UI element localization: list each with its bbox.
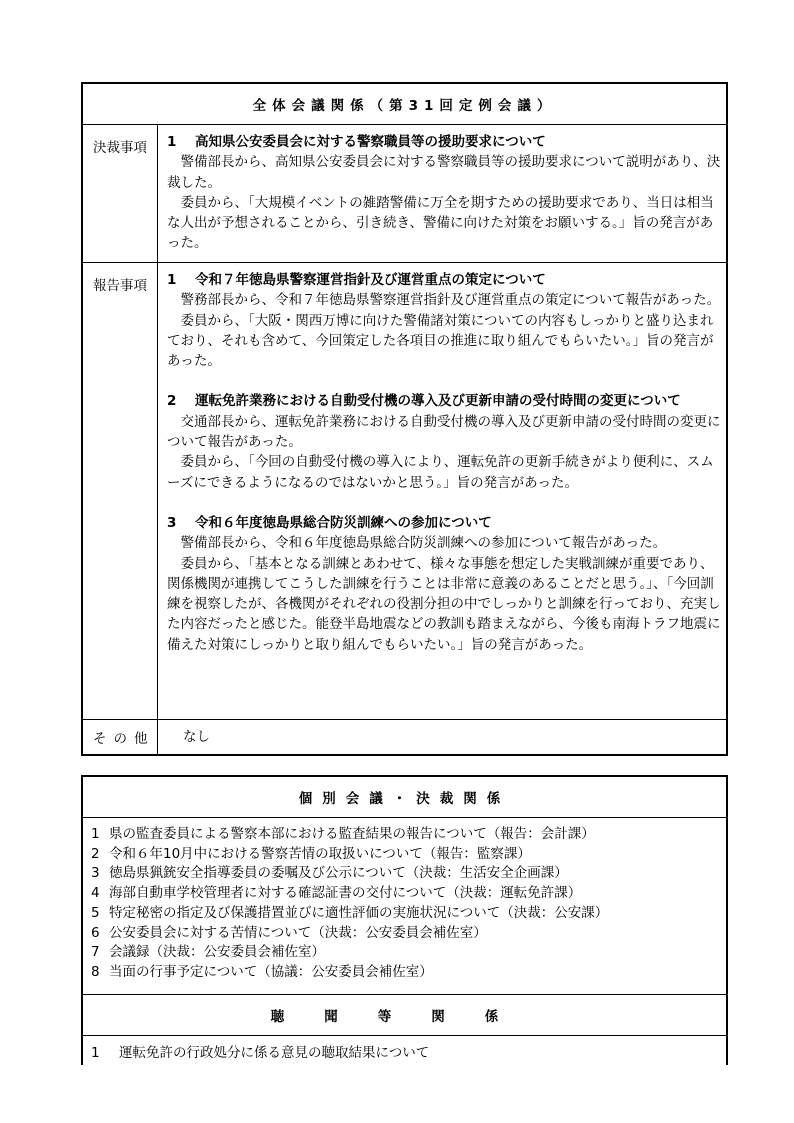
decision-item-title-text: 高知県公安委員会に対する警察職員等の援助要求について	[195, 134, 546, 150]
report-item-paragraph-2: 委員から、「基本となる訓練とあわせて、様々な事態を想定した実戦訓練が重要であり、関係機関が連携してこうした訓練を行うことは非常に意義のあることだと思う。」、「今回訓練を視察したが、各機関がそれぞれの役割分担の中でしっかりと訓練を行っており、充実した内容だったと感じた。能登半島地震などの教訓も踏まえながら、今後も南海トラフ地震に備えた対策にしっかりと取り組んでもらいたい。」旨の発言があった。	[167, 555, 721, 653]
other-label: その他	[93, 731, 155, 747]
individual-meeting-list	[91, 825, 608, 983]
report-item-number: 3	[167, 514, 177, 531]
list-item	[91, 1044, 429, 1064]
list-item-number: 1	[91, 826, 100, 842]
individual-meeting-title: 個別会議・決裁関係	[83, 777, 726, 818]
report-label-cell	[83, 262, 158, 719]
list-item-number: 8	[91, 963, 100, 980]
list-item-number: 2	[91, 845, 100, 862]
list-item-number: 1	[91, 1045, 100, 1061]
decision-label: 決裁事項	[93, 140, 147, 156]
list-item-text: 公安委員会に対する苦情について（決裁：公安委員会補佐室）	[109, 924, 487, 941]
other-value: なし	[183, 729, 210, 745]
list-item	[91, 884, 608, 904]
decision-row	[83, 124, 726, 263]
decision-label-cell	[83, 124, 158, 262]
decision-paragraph-1: 警備部長から、高知県公安委員会に対する警察職員等の援助要求について説明があり、決裁した。	[167, 154, 721, 191]
report-item	[167, 270, 723, 371]
report-item	[167, 391, 723, 492]
list-item-text: 運転免許の行政処分に係る意見の聴取結果について	[119, 1045, 430, 1061]
report-content	[167, 270, 723, 655]
report-row	[83, 262, 726, 720]
other-row	[83, 719, 726, 754]
list-item	[91, 963, 608, 983]
list-item	[91, 864, 608, 884]
decision-item-number: 1	[167, 134, 177, 150]
decision-item-title	[167, 132, 723, 152]
list-item-text: 令和６年10月中における警察苦情の取扱いについて（報告：監察課）	[109, 845, 531, 862]
report-item-title	[167, 391, 723, 411]
decision-content	[167, 132, 723, 254]
report-item-paragraph-2: 委員から、「大阪・関西万博に向けた警備諸対策についての内容もしっかりと盛り込まれており、それも含めて、今回策定した各項目の推進に取り組んでもらいたい。」旨の発言があった。	[167, 312, 714, 370]
report-item-title	[167, 513, 723, 533]
decision-paragraph-2: 委員から、「大規模イベントの雑踏警備に万全を期すための援助要求であり、当日は相当な人出が予想されることから、引き続き、警備に向けた対策をお願いする。」旨の発言があった。	[167, 194, 714, 252]
report-item-title-text: 運転免許業務における自動受付機の導入及び更新申請の受付時間の変更について	[195, 393, 681, 410]
report-item-paragraph-1: 交通部長から、運転免許業務における自動受付機の導入及び更新申請の受付時間の変更について報告があった。	[167, 413, 721, 451]
list-item-text: 県の監査委員による警察本部における監査結果の報告について（報告：会計課）	[109, 826, 595, 842]
list-item-number: 7	[91, 944, 100, 961]
list-item-text: 特定秘密の指定及び保護措置並びに適性評価の実施状況について（決裁：公安課）	[109, 904, 609, 921]
report-item-title-text: 令和７年徳島県警察運営指針及び運営重点の策定について	[195, 272, 546, 288]
list-item	[91, 825, 608, 845]
report-item-paragraph-1: 警務部長から、令和７年徳島県警察運営指針及び運営重点の策定について報告があった。	[180, 292, 721, 309]
hearing-title: 聴聞等関係	[83, 994, 726, 1036]
report-item-paragraph-1: 警備部長から、令和６年度徳島県総合防災訓練への参加について報告があった。	[180, 535, 667, 552]
list-item-text: 海部自動車学校管理者に対する確認証書の交付について（決裁：運転免許課）	[109, 885, 582, 902]
plenary-meeting-table	[81, 82, 728, 756]
other-label-cell	[83, 719, 158, 754]
list-item-text: 会議録（決裁：公安委員会補佐室）	[109, 944, 325, 961]
report-item-title	[167, 270, 723, 290]
report-item-number: 1	[167, 272, 177, 288]
list-item-number: 5	[91, 904, 100, 921]
list-item	[91, 924, 608, 944]
list-item-number: 4	[91, 885, 100, 902]
list-item-number: 6	[91, 924, 100, 941]
list-item-text: 当面の行事予定について（協議：公安委員会補佐室）	[109, 963, 433, 980]
report-item-paragraph-2: 委員から、「今回の自動受付機の導入により、運転免許の更新手続きがより便利に、スムーズにできるようになるのではないかと思う。」旨の発言があった。	[167, 454, 714, 491]
list-item	[91, 845, 608, 865]
report-item	[167, 513, 723, 655]
list-item-text: 徳島県猟銃安全指導委員の委嘱及び公示について（決裁：生活安全企画課）	[109, 865, 568, 882]
list-item	[91, 943, 608, 963]
report-label: 報告事項	[93, 278, 147, 294]
report-item-title-text: 令和６年度徳島県総合防災訓練への参加について	[195, 514, 492, 531]
list-item	[91, 904, 608, 924]
report-item-number: 2	[167, 393, 177, 410]
list-item-number: 3	[91, 865, 100, 882]
hearing-list	[91, 1044, 429, 1064]
plenary-meeting-title: 全体会議関係（第31回定例会議）	[83, 84, 726, 125]
individual-meeting-table	[81, 775, 728, 1065]
